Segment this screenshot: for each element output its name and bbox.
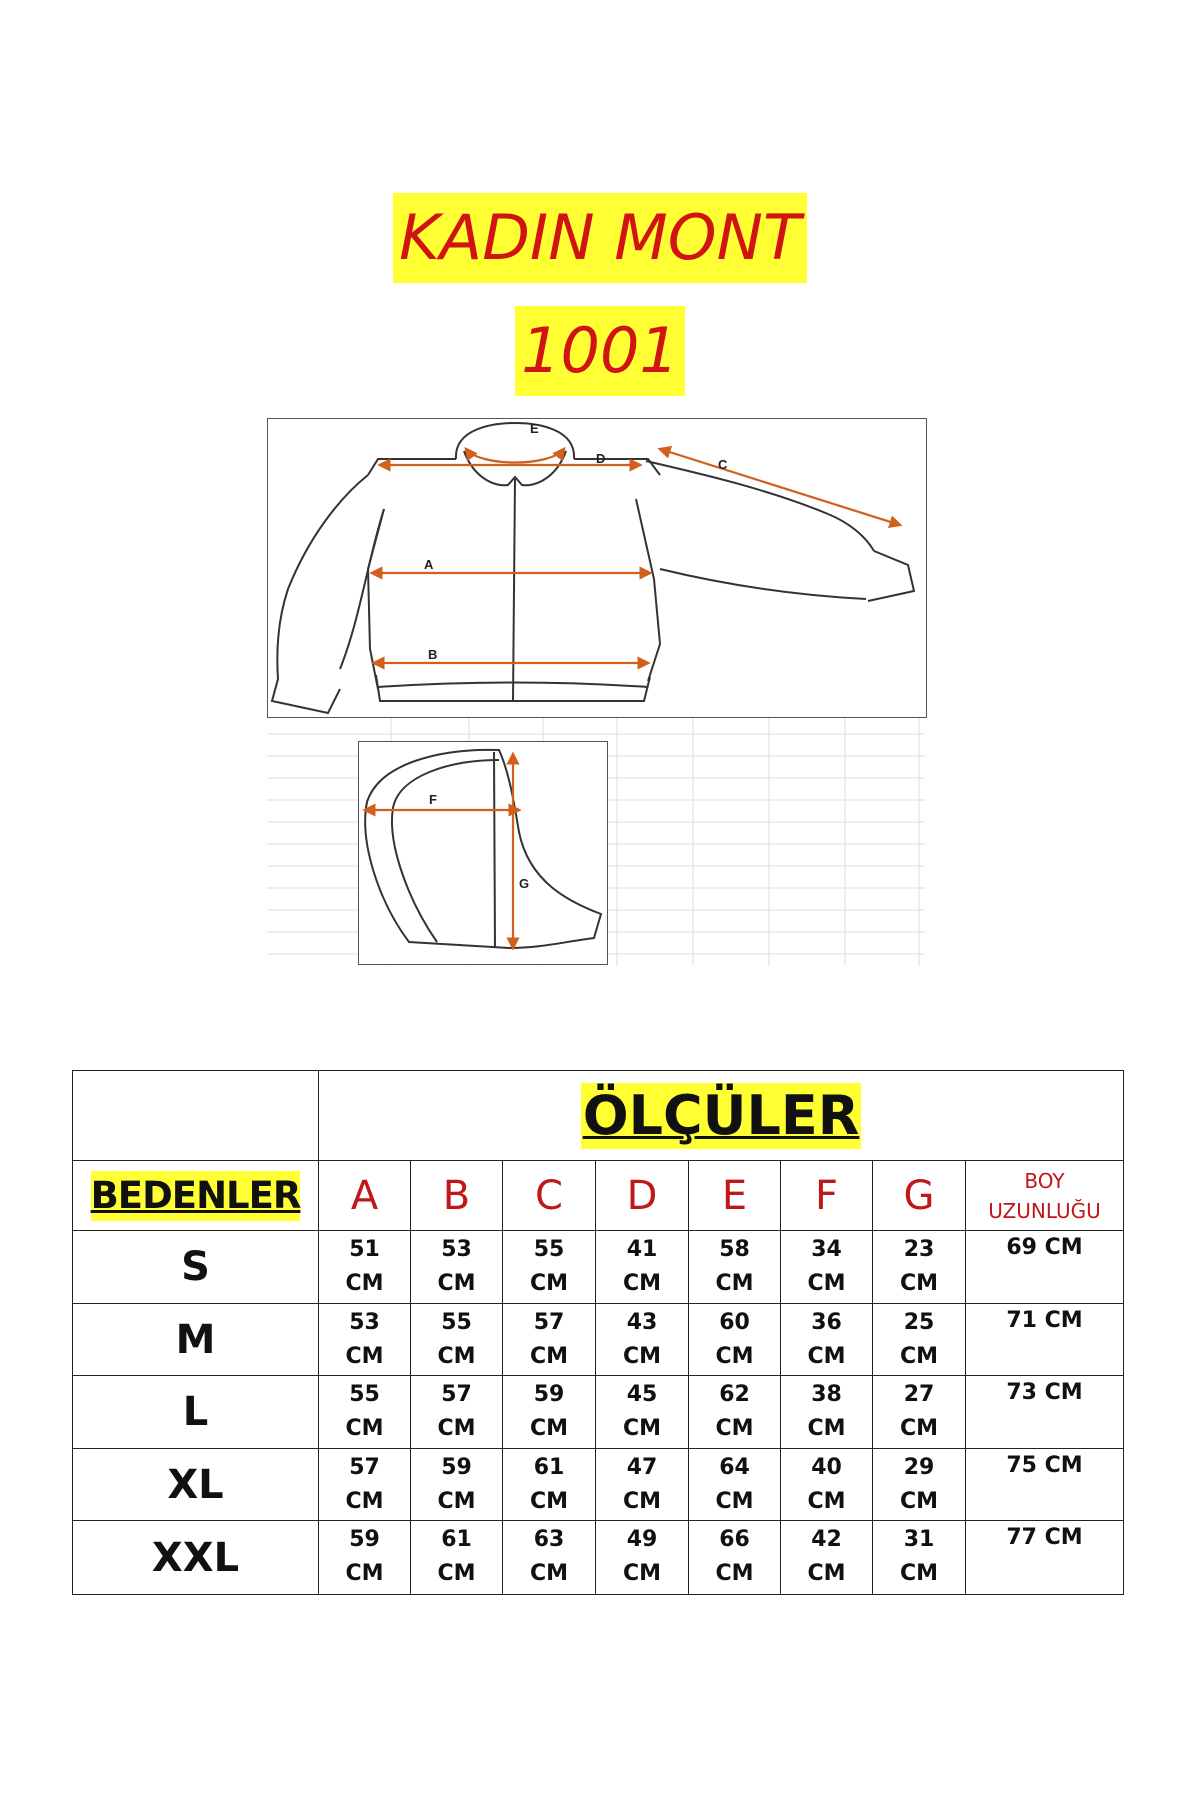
label-c: C [718,457,728,472]
measurement-value: 43 [626,1310,658,1335]
measurement-value: 40 [811,1455,842,1480]
measurement-value: 57 [441,1382,472,1407]
measurement-cell [689,1304,781,1376]
measurement-unit: CM [899,1416,939,1441]
measurement-cell [781,1521,873,1595]
label-a: A [424,557,434,572]
measurement-cell [689,1231,781,1304]
measurement-value: 55 [349,1382,380,1407]
measurement-value: 53 [349,1310,380,1335]
length-header-line2: UZUNLUĞU [988,1198,1101,1223]
measurement-value: 59 [533,1382,565,1407]
measurement-value: 23 [903,1237,935,1262]
size-label: XXL [73,1521,319,1595]
column-header-row [73,1161,1124,1231]
measurement-cell [781,1304,873,1376]
measurement-unit: CM [899,1271,939,1296]
measurement-value: 45 [626,1382,658,1407]
measurement-value: 47 [626,1455,658,1480]
measurement-unit: CM [437,1489,476,1514]
label-b: B [428,647,438,662]
measurement-cell [411,1304,503,1376]
measurement-value: 42 [811,1527,842,1552]
measurement-cell [319,1521,411,1595]
col-header-b: B [411,1161,503,1231]
measurement-unit: CM [807,1489,846,1514]
size-label: S [73,1231,319,1304]
hood-diagram [358,741,608,965]
length-value: 71 CM [966,1304,1124,1376]
measurement-cell [319,1231,411,1304]
measurement-cell [503,1376,596,1449]
col-header-d: D [596,1161,689,1231]
measurement-cell [596,1304,689,1376]
size-chart-table [72,1070,1124,1595]
size-label: M [73,1304,319,1376]
measurement-value: 29 [903,1455,935,1480]
label-e: E [530,421,539,436]
label-f: F [429,792,437,807]
measurement-unit: CM [715,1416,754,1441]
measurement-unit: CM [622,1561,662,1586]
measurement-unit: CM [529,1344,569,1369]
measurement-value: 51 [349,1237,380,1262]
measurement-unit: CM [529,1271,569,1296]
measurement-value: 55 [441,1310,472,1335]
measurement-value: 53 [441,1237,472,1262]
length-header-line1: BOY [1024,1168,1065,1193]
label-g: G [519,876,530,891]
measurements-heading: ÖLÇÜLER [582,1083,860,1147]
title-line-1 [0,193,1200,283]
size-label: XL [73,1449,319,1521]
measurement-cell [873,1449,966,1521]
table-row [73,1376,1124,1449]
measurement-value: 61 [533,1455,565,1480]
measurement-cell [596,1449,689,1521]
measurement-unit: CM [899,1489,939,1514]
measurement-value: 49 [626,1527,658,1552]
measurement-unit: CM [345,1416,384,1441]
size-label: L [73,1376,319,1449]
measurement-cell [689,1521,781,1595]
sizes-header-cell [73,1161,319,1231]
measurement-value: 57 [533,1310,565,1335]
measurement-unit: CM [345,1344,384,1369]
col-header-c: C [503,1161,596,1231]
measurement-unit: CM [345,1271,384,1296]
col-header-g: G [873,1161,966,1231]
measurement-cell [503,1449,596,1521]
measurement-cell [689,1449,781,1521]
measurement-value: 58 [719,1237,750,1262]
measurement-unit: CM [715,1561,754,1586]
measurement-unit: CM [437,1416,476,1441]
label-d: D [596,451,606,466]
measurement-cell [503,1231,596,1304]
measurement-value: 64 [719,1455,750,1480]
measurement-value: 61 [441,1527,472,1552]
measurement-value: 25 [903,1310,935,1335]
measurement-cell [873,1304,966,1376]
col-header-f: F [781,1161,873,1231]
table-row [73,1449,1124,1521]
table-heading-row [73,1071,1124,1161]
measurement-unit: CM [715,1271,754,1296]
measurement-unit: CM [622,1489,662,1514]
measurement-unit: CM [622,1271,662,1296]
col-header-e: E [689,1161,781,1231]
measurement-cell [596,1231,689,1304]
measurement-value: 27 [903,1382,935,1407]
measurement-cell [411,1231,503,1304]
length-header-cell [966,1161,1124,1231]
model-number: 1001 [515,306,685,396]
title-line-2 [0,306,1200,396]
measurement-cell [319,1304,411,1376]
measurement-value: 38 [811,1382,842,1407]
length-value: 73 CM [966,1376,1124,1449]
size-rows [73,1231,1124,1595]
measurement-value: 62 [719,1382,750,1407]
measurement-cell [873,1376,966,1449]
length-value: 69 CM [966,1231,1124,1304]
measurement-value: 63 [533,1527,565,1552]
jacket-diagram [267,418,927,718]
measurement-unit: CM [899,1561,939,1586]
measurement-cell [503,1304,596,1376]
measurement-unit: CM [899,1344,939,1369]
measurement-unit: CM [529,1416,569,1441]
length-value: 77 CM [966,1521,1124,1595]
measurement-value: 59 [441,1455,472,1480]
measurement-cell [596,1521,689,1595]
measurement-value: 34 [811,1237,842,1262]
measurement-value: 66 [719,1527,750,1552]
measurement-unit: CM [437,1561,476,1586]
measurement-unit: CM [807,1344,846,1369]
col-header-a: A [319,1161,411,1231]
measurement-unit: CM [345,1561,384,1586]
measurement-unit: CM [529,1489,569,1514]
measurement-cell [411,1449,503,1521]
title-text: KADIN MONT [393,193,807,283]
table-row [73,1521,1124,1595]
measurement-cell [319,1449,411,1521]
measurement-cell [411,1521,503,1595]
measurement-unit: CM [345,1489,384,1514]
measurement-cell [873,1521,966,1595]
measurement-unit: CM [529,1561,569,1586]
measurement-value: 41 [626,1237,658,1262]
sizes-header: BEDENLER [91,1171,301,1221]
measurement-unit: CM [807,1271,846,1296]
measurement-cell [503,1521,596,1595]
measurement-value: 59 [349,1527,380,1552]
measurement-unit: CM [807,1416,846,1441]
empty-corner-cell [73,1071,319,1161]
measurement-cell [411,1376,503,1449]
table-row [73,1231,1124,1304]
measurement-cell [873,1231,966,1304]
table-row [73,1304,1124,1376]
measurement-cell [319,1376,411,1449]
measurement-cell [781,1449,873,1521]
measurement-value: 60 [719,1310,750,1335]
measurement-value: 36 [811,1310,842,1335]
length-value: 75 CM [966,1449,1124,1521]
measurement-value: 31 [903,1527,935,1552]
measurement-cell [781,1376,873,1449]
measurement-unit: CM [715,1344,754,1369]
measurement-value: 55 [533,1237,565,1262]
measurement-cell [689,1376,781,1449]
measurement-cell [596,1376,689,1449]
measurements-heading-cell [319,1071,1124,1161]
measurement-unit: CM [807,1561,846,1586]
measurement-unit: CM [622,1416,662,1441]
measurement-unit: CM [622,1344,662,1369]
measurement-unit: CM [437,1344,476,1369]
measurement-value: 57 [349,1455,380,1480]
measurement-cell [781,1231,873,1304]
measurement-unit: CM [437,1271,476,1296]
measurement-unit: CM [715,1489,754,1514]
